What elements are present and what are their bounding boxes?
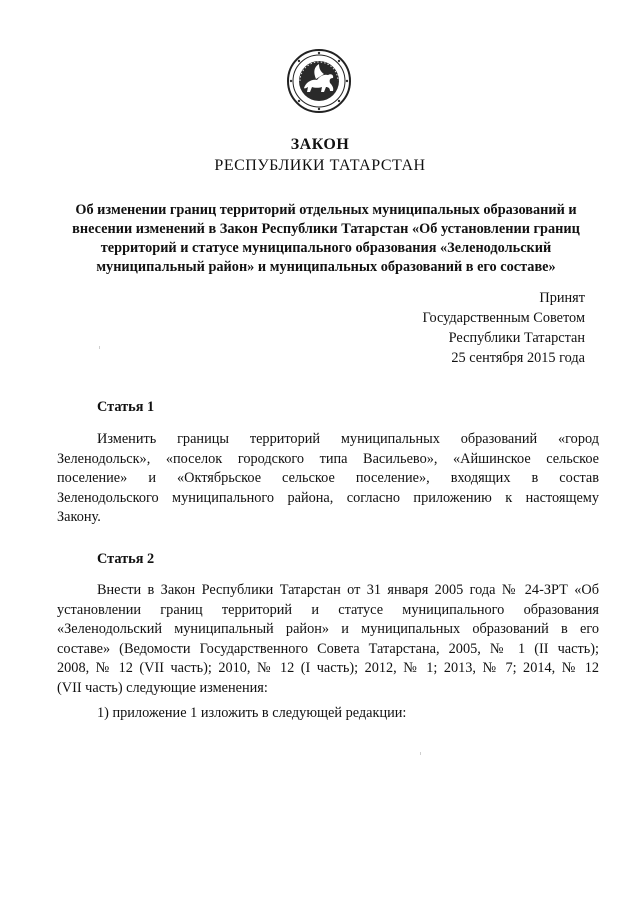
amendment-item-1: 1) приложение 1 изложить в следующей редакции: bbox=[97, 705, 407, 721]
subject-line: внесении изменений в Закон Республики Татарстан «Об установлении границ bbox=[72, 221, 580, 237]
subject-line: Об изменении границ территорий отдельных муниципальных образований и bbox=[75, 202, 577, 218]
scan-speck bbox=[99, 346, 100, 349]
adoption-date: 25 сентября 2015 года bbox=[451, 350, 585, 366]
adoption-line: Принят bbox=[539, 290, 585, 306]
article-2-heading: Статья 2 bbox=[97, 551, 155, 567]
paragraph-line: «Зеленодольский муниципальный район» и муниципальных образований в его bbox=[57, 621, 599, 637]
paragraph-line: 2008, № 12 (VII часть); 2010, № 12 (I часть); 2012, № 1; 2013, № 7; 2014, № 12 bbox=[57, 660, 599, 676]
adoption-line: Государственным Советом bbox=[422, 310, 585, 326]
paragraph-line: установлении границ территорий и статусе муниципального образования bbox=[57, 601, 599, 618]
adoption-block bbox=[422, 288, 585, 368]
paragraph-line: составе» (Ведомости Государственного Совета Татарстана, 2005, № 1 (II часть); bbox=[57, 640, 599, 657]
paragraph-line: (VII часть) следующие изменения: bbox=[57, 679, 268, 696]
scan-speck bbox=[420, 752, 421, 755]
article-1-text bbox=[57, 430, 599, 528]
paragraph-line: Изменить границы территорий муниципальных образований «город bbox=[97, 431, 599, 447]
adoption-line: Республики Татарстан bbox=[448, 330, 585, 346]
law-republic: РЕСПУБЛИКИ ТАТАРСТАН bbox=[214, 157, 426, 174]
paragraph-line: поселение» и «Октябрьское сельское поселение», входящих в состав bbox=[57, 470, 599, 486]
paragraph-line: Закону. bbox=[57, 509, 101, 525]
article-2-text bbox=[57, 581, 599, 698]
coat-of-arms-emblem bbox=[286, 48, 352, 114]
law-subject bbox=[66, 201, 586, 277]
law-title: ЗАКОН bbox=[290, 136, 350, 153]
subject-line: муниципальный район» и муниципальных образований в его составе» bbox=[96, 259, 556, 275]
paragraph-line: Внести в Закон Республики Татарстан от 31 января 2005 года № 24-ЗРТ «Об bbox=[97, 582, 599, 598]
paragraph-line: Зеленодольск», «поселок городского типа Васильево», «Айшинское сельское bbox=[57, 450, 599, 467]
subject-line: территорий и статусе муниципального образования «Зеленодольский bbox=[100, 240, 552, 256]
paragraph-line: Зеленодольского муниципального района, согласно приложению к настоящему bbox=[57, 489, 599, 506]
article-1-heading: Статья 1 bbox=[97, 399, 155, 415]
